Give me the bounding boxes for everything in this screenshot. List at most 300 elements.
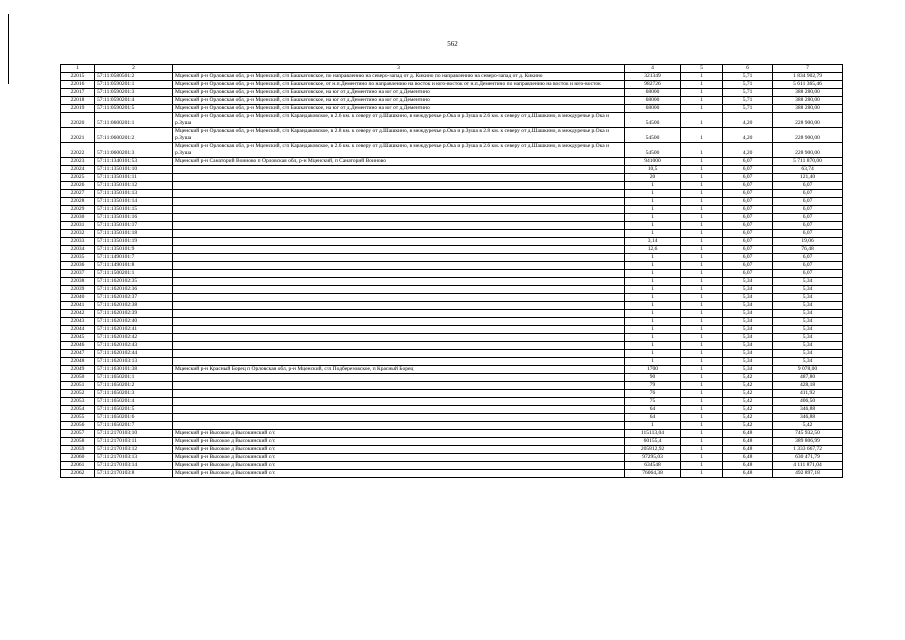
row-number-cell: 22036 <box>61 262 95 270</box>
table-row <box>61 278 843 286</box>
count-cell: 1 <box>681 310 723 318</box>
table-row <box>61 254 843 262</box>
cadastral-number-cell: 57:11:1630101:38 <box>95 366 173 374</box>
address-cell: Мценский р-н Высокое д Высокинский с/с <box>173 470 625 478</box>
rate-cell: 6,07 <box>723 174 773 182</box>
area-cell: 1 <box>625 206 681 214</box>
cadastral-number-cell: 57:11:1350101:16 <box>95 214 173 222</box>
cadastral-number-cell: 57:11:1350101:19 <box>95 238 173 246</box>
area-cell: 12,6 <box>625 246 681 254</box>
count-cell: 1 <box>681 128 723 143</box>
value-cell: 63,74 <box>773 166 843 174</box>
value-cell: 5,34 <box>773 342 843 350</box>
table-row <box>61 462 843 470</box>
address-cell <box>173 222 625 230</box>
table-row <box>61 214 843 222</box>
address-cell <box>173 270 625 278</box>
area-cell: 982726 <box>625 81 681 89</box>
count-cell: 1 <box>681 198 723 206</box>
count-cell: 1 <box>681 206 723 214</box>
cadastral-number-cell: 57:11:1620102:37 <box>95 294 173 302</box>
count-cell: 1 <box>681 446 723 454</box>
table-row <box>61 206 843 214</box>
count-cell: 1 <box>681 113 723 128</box>
rate-cell: 5,34 <box>723 318 773 326</box>
rate-cell: 5,34 <box>723 334 773 342</box>
count-cell: 1 <box>681 438 723 446</box>
cadastral-number-cell: 57:11:1620102:43 <box>95 342 173 350</box>
rate-cell: 5,42 <box>723 374 773 382</box>
table-row <box>61 334 843 342</box>
row-number-cell: 22042 <box>61 310 95 318</box>
column-header: 3 <box>173 65 625 73</box>
count-cell: 1 <box>681 286 723 294</box>
rate-cell: 5,34 <box>723 358 773 366</box>
table-row <box>61 470 843 478</box>
count-cell: 1 <box>681 270 723 278</box>
table-row <box>61 198 843 206</box>
value-cell: 5,34 <box>773 310 843 318</box>
value-cell: 6,07 <box>773 262 843 270</box>
table-row <box>61 318 843 326</box>
cadastral-number-cell: 57:11:0600201:1 <box>95 113 173 128</box>
cadastral-number-cell: 57:11:1350101:14 <box>95 198 173 206</box>
count-cell: 1 <box>681 358 723 366</box>
area-cell: 68000 <box>625 97 681 105</box>
area-cell: 64 <box>625 414 681 422</box>
count-cell: 1 <box>681 222 723 230</box>
row-number-cell: 22019 <box>61 105 95 113</box>
table-row <box>61 422 843 430</box>
count-cell: 1 <box>681 105 723 113</box>
rate-cell: 5,34 <box>723 302 773 310</box>
address-cell <box>173 190 625 198</box>
address-cell <box>173 342 625 350</box>
table-row <box>61 374 843 382</box>
area-cell: 68000 <box>625 105 681 113</box>
row-number-cell: 22031 <box>61 222 95 230</box>
count-cell: 1 <box>681 262 723 270</box>
count-cell: 1 <box>681 390 723 398</box>
rate-cell: 6,07 <box>723 166 773 174</box>
row-number-cell: 22057 <box>61 430 95 438</box>
value-cell: 6,07 <box>773 198 843 206</box>
value-cell: 6,07 <box>773 230 843 238</box>
area-cell: 1 <box>625 254 681 262</box>
count-cell: 1 <box>681 238 723 246</box>
rate-cell: 5,34 <box>723 286 773 294</box>
address-cell: Мценский р-н Орловская обл, р-н Мценский, с/п Башкатовское, по направлению на северо-запад от д. Кикино по направлению на северо-запад от д. Кикино <box>173 73 625 81</box>
count-cell: 1 <box>681 81 723 89</box>
table-row <box>61 89 843 97</box>
address-cell <box>173 310 625 318</box>
area-cell: 54500 <box>625 128 681 143</box>
address-cell <box>173 318 625 326</box>
rate-cell: 6,48 <box>723 454 773 462</box>
count-cell: 1 <box>681 182 723 190</box>
address-cell: Мценский р-н Орловская обл, р-н Мценский, с/п Башкатовское, от н.п.Дементино по направлению на восток и юго-восток от н.п.Дементино по направлению на восток и юго-восток <box>173 81 625 89</box>
area-cell: 1 <box>625 326 681 334</box>
value-cell: 1 834 902,79 <box>773 73 843 81</box>
rate-cell: 6,48 <box>723 446 773 454</box>
count-cell: 1 <box>681 334 723 342</box>
address-cell <box>173 350 625 358</box>
area-cell: 1 <box>625 270 681 278</box>
cadastral-number-cell: 57:11:1620102:42 <box>95 334 173 342</box>
rate-cell: 5,42 <box>723 382 773 390</box>
area-cell: 1 <box>625 310 681 318</box>
area-cell: 79 <box>625 382 681 390</box>
count-cell: 1 <box>681 382 723 390</box>
value-cell: 6,07 <box>773 190 843 198</box>
value-cell: 1 333 667,72 <box>773 446 843 454</box>
rate-cell: 6,07 <box>723 270 773 278</box>
area-cell: 1 <box>625 222 681 230</box>
rate-cell: 6,07 <box>723 182 773 190</box>
row-number-cell: 22046 <box>61 342 95 350</box>
cadastral-number-cell: 57:11:1650201:4 <box>95 398 173 406</box>
address-cell: Мценский р-н Красный Борец п Орловская обл, р-н Мценский, с/п Подберезовское, п Красный Борец <box>173 366 625 374</box>
area-cell: 97295,03 <box>625 454 681 462</box>
address-cell <box>173 198 625 206</box>
table-row <box>61 414 843 422</box>
table-row <box>61 105 843 113</box>
table-row <box>61 294 843 302</box>
row-number-cell: 22061 <box>61 462 95 470</box>
rate-cell: 4,20 <box>723 143 773 158</box>
address-cell: Мценский р-н Высокое д Высокинский с/с <box>173 462 625 470</box>
row-number-cell: 22062 <box>61 470 95 478</box>
cadastral-number-cell: 57:11:1650201:7 <box>95 422 173 430</box>
count-cell: 1 <box>681 326 723 334</box>
cadastral-number-cell: 57:11:1490101:8 <box>95 262 173 270</box>
cadastral-number-cell: 57:11:0580501:2 <box>95 73 173 81</box>
value-cell: 121,40 <box>773 174 843 182</box>
area-cell: 1 <box>625 278 681 286</box>
count-cell: 1 <box>681 454 723 462</box>
row-number-cell: 22045 <box>61 334 95 342</box>
column-header: 1 <box>61 65 95 73</box>
rate-cell: 5,71 <box>723 73 773 81</box>
rate-cell: 5,71 <box>723 105 773 113</box>
count-cell: 1 <box>681 278 723 286</box>
address-cell <box>173 406 625 414</box>
cadastral-number-cell: 57:11:1620102:44 <box>95 350 173 358</box>
row-number-cell: 22023 <box>61 158 95 166</box>
count-cell: 1 <box>681 414 723 422</box>
table-row <box>61 230 843 238</box>
table-row <box>61 238 843 246</box>
row-number-cell: 22059 <box>61 446 95 454</box>
row-number-cell: 22026 <box>61 182 95 190</box>
row-number-cell: 22028 <box>61 198 95 206</box>
rate-cell: 5,34 <box>723 366 773 374</box>
row-number-cell: 22039 <box>61 286 95 294</box>
cadastral-number-cell: 57:11:1350101:11 <box>95 174 173 182</box>
count-cell: 1 <box>681 422 723 430</box>
count-cell: 1 <box>681 462 723 470</box>
rate-cell: 5,34 <box>723 342 773 350</box>
count-cell: 1 <box>681 406 723 414</box>
value-cell: 76,48 <box>773 246 843 254</box>
area-cell: 1 <box>625 302 681 310</box>
rate-cell: 5,42 <box>723 406 773 414</box>
area-cell: 1 <box>625 342 681 350</box>
address-cell <box>173 214 625 222</box>
cadastral-number-cell: 57:11:2170103:14 <box>95 462 173 470</box>
area-cell: 1 <box>625 350 681 358</box>
value-cell: 5,34 <box>773 294 843 302</box>
count-cell: 1 <box>681 246 723 254</box>
table-row <box>61 446 843 454</box>
row-number-cell: 22040 <box>61 294 95 302</box>
table-row <box>61 390 843 398</box>
row-number-cell: 22033 <box>61 238 95 246</box>
table-row <box>61 358 843 366</box>
rate-cell: 6,07 <box>723 254 773 262</box>
area-cell: 76 <box>625 390 681 398</box>
area-cell: 941000 <box>625 158 681 166</box>
cadastral-number-cell: 57:11:0590201:3 <box>95 89 173 97</box>
rate-cell: 6,48 <box>723 438 773 446</box>
count-cell: 1 <box>681 73 723 81</box>
row-number-cell: 22050 <box>61 374 95 382</box>
cadastral-number-cell: 57:11:2170103:8 <box>95 470 173 478</box>
cadastral-number-cell: 57:11:1650201:1 <box>95 374 173 382</box>
column-header: 5 <box>681 65 723 73</box>
cadastral-number-cell: 57:11:2170103:13 <box>95 454 173 462</box>
address-cell <box>173 182 625 190</box>
table-row <box>61 73 843 81</box>
area-cell: 68000 <box>625 89 681 97</box>
count-cell: 1 <box>681 350 723 358</box>
rate-cell: 6,07 <box>723 262 773 270</box>
cadastral-number-cell: 57:11:0590201:5 <box>95 105 173 113</box>
area-cell: 54500 <box>625 113 681 128</box>
cadastral-number-cell: 57:11:1350101:9 <box>95 246 173 254</box>
rate-cell: 5,34 <box>723 326 773 334</box>
area-cell: 1 <box>625 358 681 366</box>
value-cell: 492 897,18 <box>773 470 843 478</box>
area-cell: 1 <box>625 182 681 190</box>
area-cell: 634548 <box>625 462 681 470</box>
row-number-cell: 22035 <box>61 254 95 262</box>
table-row <box>61 342 843 350</box>
area-cell: 115113,04 <box>625 430 681 438</box>
row-number-cell: 22053 <box>61 398 95 406</box>
rate-cell: 6,07 <box>723 246 773 254</box>
address-cell: Мценский р-н Санаторий Воиново п Орловская обл, р-н Мценский, п Санаторий Воиново <box>173 158 625 166</box>
table-row <box>61 222 843 230</box>
address-cell <box>173 334 625 342</box>
value-cell: 6,07 <box>773 182 843 190</box>
value-cell: 6,07 <box>773 270 843 278</box>
table-row <box>61 438 843 446</box>
cadastral-number-cell: 57:11:1350101:10 <box>95 166 173 174</box>
address-cell <box>173 358 625 366</box>
address-cell <box>173 294 625 302</box>
table-row <box>61 350 843 358</box>
cadastral-number-cell: 57:11:1650201:6 <box>95 414 173 422</box>
cadastral-number-cell: 57:11:0590201:4 <box>95 97 173 105</box>
row-number-cell: 22041 <box>61 302 95 310</box>
value-cell: 428,18 <box>773 382 843 390</box>
cadastral-number-cell: 57:11:0600201:2 <box>95 128 173 143</box>
address-cell: Мценский р-н Орловская обл, р-н Мценский, с/п Карандаковское, в 2.6 км. к северу от д.Шашкино, в междуречье р.Ока и р.Зуша в 2.6 км. к северу от д.Шашкино, в междуречье р.Ока и р.Зуша <box>173 113 625 128</box>
cadastral-number-cell: 57:11:1620102:39 <box>95 310 173 318</box>
rate-cell: 6,07 <box>723 206 773 214</box>
row-number-cell: 22018 <box>61 97 95 105</box>
area-cell: 1700 <box>625 366 681 374</box>
value-cell: 19,06 <box>773 238 843 246</box>
rate-cell: 5,34 <box>723 294 773 302</box>
value-cell: 388 280,00 <box>773 105 843 113</box>
area-cell: 1 <box>625 214 681 222</box>
value-cell: 346,88 <box>773 414 843 422</box>
rate-cell: 6,07 <box>723 222 773 230</box>
table-row <box>61 326 843 334</box>
address-cell <box>173 382 625 390</box>
row-number-cell: 22037 <box>61 270 95 278</box>
column-header: 2 <box>95 65 173 73</box>
row-number-cell: 22047 <box>61 350 95 358</box>
page-number: 562 <box>447 40 458 48</box>
value-cell: 4 111 871,04 <box>773 462 843 470</box>
rate-cell: 4,20 <box>723 113 773 128</box>
area-cell: 1 <box>625 422 681 430</box>
register-table <box>60 64 843 478</box>
rate-cell: 6,07 <box>723 198 773 206</box>
address-cell <box>173 230 625 238</box>
address-cell: Мценский р-н Высокое д Высокинский с/с <box>173 438 625 446</box>
area-cell: 60155,4 <box>625 438 681 446</box>
address-cell <box>173 206 625 214</box>
cadastral-number-cell: 57:11:1620102:35 <box>95 278 173 286</box>
area-cell: 1 <box>625 286 681 294</box>
column-header: 7 <box>773 65 843 73</box>
address-cell: Мценский р-н Орловская обл, р-н Мценский, с/п Башкатовское, на юг от д.Дементино на юг от д.Дементино <box>173 97 625 105</box>
row-number-cell: 22032 <box>61 230 95 238</box>
area-cell: 20 <box>625 174 681 182</box>
cadastral-number-cell: 57:11:1620102:36 <box>95 286 173 294</box>
value-cell: 5,34 <box>773 302 843 310</box>
rate-cell: 4,20 <box>723 128 773 143</box>
value-cell: 5,42 <box>773 422 843 430</box>
value-cell: 630 471,79 <box>773 454 843 462</box>
count-cell: 1 <box>681 254 723 262</box>
address-cell <box>173 302 625 310</box>
row-number-cell: 22055 <box>61 414 95 422</box>
address-cell <box>173 246 625 254</box>
cadastral-number-cell: 57:11:2170103:10 <box>95 430 173 438</box>
rate-cell: 5,42 <box>723 414 773 422</box>
row-number-cell: 22017 <box>61 89 95 97</box>
table-row <box>61 182 843 190</box>
address-cell <box>173 398 625 406</box>
count-cell: 1 <box>681 166 723 174</box>
table-row <box>61 166 843 174</box>
table-row <box>61 158 843 166</box>
row-number-cell: 22027 <box>61 190 95 198</box>
cadastral-number-cell: 57:11:1620102:38 <box>95 302 173 310</box>
value-cell: 346,88 <box>773 406 843 414</box>
row-number-cell: 22049 <box>61 366 95 374</box>
table-row <box>61 128 843 143</box>
row-number-cell: 22020 <box>61 113 95 128</box>
table-row <box>61 143 843 158</box>
rate-cell: 6,07 <box>723 158 773 166</box>
count-cell: 1 <box>681 214 723 222</box>
rate-cell: 6,48 <box>723 462 773 470</box>
cadastral-number-cell: 57:11:2170103:12 <box>95 446 173 454</box>
table-row <box>61 366 843 374</box>
count-cell: 1 <box>681 230 723 238</box>
address-cell <box>173 390 625 398</box>
cadastral-number-cell: 57:11:1650201:3 <box>95 390 173 398</box>
area-cell: 321349 <box>625 73 681 81</box>
table-row <box>61 190 843 198</box>
value-cell: 5,34 <box>773 286 843 294</box>
value-cell: 388 280,00 <box>773 97 843 105</box>
value-cell: 411,92 <box>773 390 843 398</box>
row-number-cell: 22024 <box>61 166 95 174</box>
count-cell: 1 <box>681 302 723 310</box>
rate-cell: 5,71 <box>723 81 773 89</box>
row-number-cell: 22056 <box>61 422 95 430</box>
table-row <box>61 286 843 294</box>
address-cell <box>173 262 625 270</box>
cadastral-number-cell: 57:11:1490101:7 <box>95 254 173 262</box>
address-cell <box>173 374 625 382</box>
row-number-cell: 22016 <box>61 81 95 89</box>
rate-cell: 5,42 <box>723 422 773 430</box>
area-cell: 205812,92 <box>625 446 681 454</box>
area-cell: 1 <box>625 294 681 302</box>
column-number-row <box>61 65 843 73</box>
rate-cell: 6,07 <box>723 230 773 238</box>
table-row <box>61 262 843 270</box>
address-cell <box>173 286 625 294</box>
rate-cell: 5,34 <box>723 310 773 318</box>
value-cell: 6,07 <box>773 206 843 214</box>
row-number-cell: 22051 <box>61 382 95 390</box>
value-cell: 6,07 <box>773 222 843 230</box>
column-header: 6 <box>723 65 773 73</box>
row-number-cell: 22021 <box>61 128 95 143</box>
table-row <box>61 430 843 438</box>
row-number-cell: 22022 <box>61 143 95 158</box>
row-number-cell: 22048 <box>61 358 95 366</box>
value-cell: 228 900,00 <box>773 143 843 158</box>
count-cell: 1 <box>681 158 723 166</box>
row-number-cell: 22054 <box>61 406 95 414</box>
value-cell: 5,34 <box>773 278 843 286</box>
rate-cell: 6,07 <box>723 238 773 246</box>
table-row <box>61 81 843 89</box>
table-row <box>61 382 843 390</box>
table-row <box>61 398 843 406</box>
cadastral-number-cell: 57:11:1350101:17 <box>95 222 173 230</box>
rate-cell: 5,71 <box>723 97 773 105</box>
count-cell: 1 <box>681 398 723 406</box>
value-cell: 6,07 <box>773 214 843 222</box>
rate-cell: 6,48 <box>723 430 773 438</box>
margin-rule <box>8 14 9 84</box>
cadastral-number-cell: 57:11:1350101:13 <box>95 190 173 198</box>
area-cell: 3,14 <box>625 238 681 246</box>
address-cell: Мценский р-н Высокое д Высокинский с/с <box>173 454 625 462</box>
table-row <box>61 97 843 105</box>
